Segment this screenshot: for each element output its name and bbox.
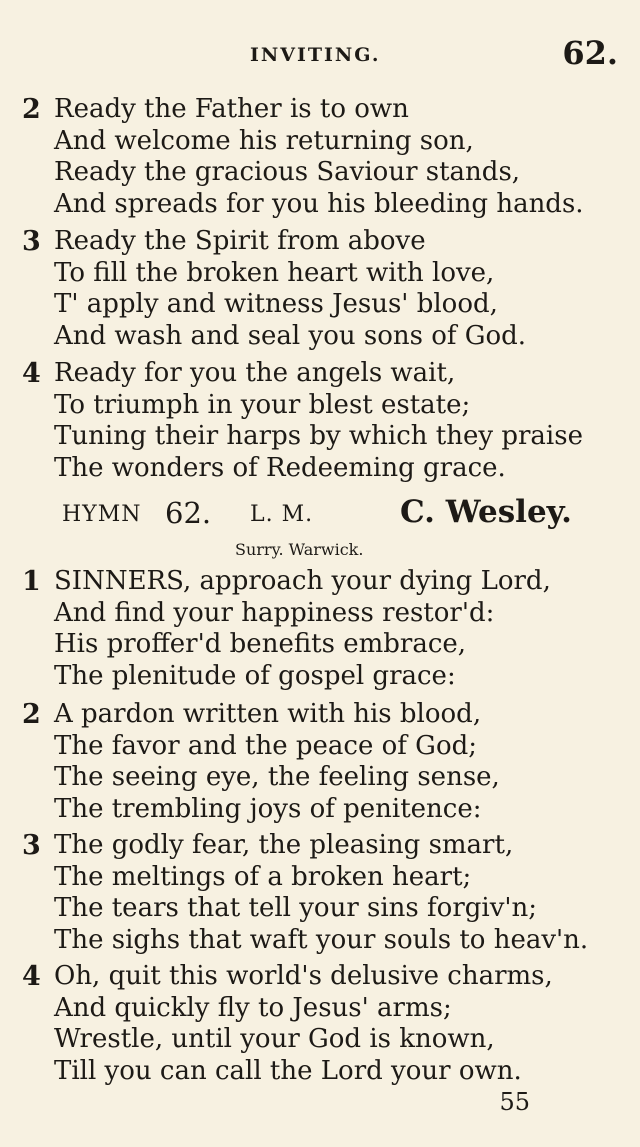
verse-line: To fill the broken heart with love, (54, 257, 495, 288)
stanza-2 (22, 699, 622, 825)
tune-names: Surry. Warwick. (235, 540, 364, 559)
verse-line: Ready the Father is to own (54, 94, 409, 124)
stanza-4 (22, 961, 622, 1087)
stanza-number: 4 (22, 961, 41, 992)
verse-line: The favor and the peace of God; (54, 730, 478, 761)
verse-line: The plenitude of gospel grace: (54, 660, 456, 691)
verse-line: Oh, quit this world's delusive charms, (54, 961, 553, 991)
stanza-number: 1 (22, 566, 41, 597)
verse-line: Till you can call the Lord your own. (54, 1055, 522, 1086)
stanza-number: 3 (22, 830, 41, 861)
verse-line: The sighs that waft your souls to heav'n. (54, 924, 589, 955)
verse-line: And spreads for you his bleeding hands. (54, 188, 584, 219)
verse-line: And find your happiness restor'd: (54, 597, 495, 628)
stanza-3 (22, 830, 622, 956)
verse-line: And wash and seal you sons of God. (54, 320, 527, 351)
stanza-4-top (22, 358, 622, 484)
hymn-meter: L. M. (250, 502, 314, 527)
hymn-author: C. Wesley. (400, 494, 572, 530)
verse-line: A pardon written with his blood, (54, 699, 482, 729)
hymn-heading (0, 494, 640, 538)
running-header (0, 34, 640, 78)
stanza-number: 3 (22, 226, 41, 257)
verse-line: Ready the gracious Saviour stands, (54, 157, 521, 187)
verse-line: The godly fear, the pleasing smart, (54, 830, 514, 860)
page-number: 55 (499, 1088, 530, 1116)
verse-line: His proffer'd benefits embrace, (54, 629, 467, 659)
verse-line: The meltings of a broken heart; (54, 861, 472, 892)
verse-line: To triumph in your blest estate; (54, 389, 471, 420)
verse-line: Ready the Spirit from above (54, 226, 426, 256)
hymn-label: HYMN (62, 502, 142, 527)
stanza-number: 2 (22, 94, 41, 125)
stanza-1 (22, 566, 622, 692)
verse-line: SINNERS, approach your dying Lord, (54, 566, 551, 596)
hymn-number: 62. (165, 496, 212, 530)
verse-line: Ready for you the angels wait, (54, 358, 456, 388)
verse-line: The seeing eye, the feeling sense, (54, 762, 500, 792)
stanza-2-top (22, 94, 622, 220)
verse-line: Wrestle, until your God is known, (54, 1024, 495, 1054)
stanza-number: 2 (22, 699, 41, 730)
stanza-3-top (22, 226, 622, 352)
hymn-page-number: 62. (562, 34, 618, 72)
verse-line: And quickly fly to Jesus' arms; (54, 992, 452, 1023)
verse-line: Tuning their harps by which they praise (54, 421, 583, 451)
verse-line: The trembling joys of penitence: (54, 793, 482, 824)
verse-line: T' apply and witness Jesus' blood, (54, 289, 498, 319)
verse-line: The wonders of Redeeming grace. (54, 452, 506, 483)
verse-line: And welcome his returning son, (54, 125, 474, 156)
stanza-number: 4 (22, 358, 41, 389)
running-title: INVITING. (250, 44, 381, 66)
verse-line: The tears that tell your sins forgiv'n; (54, 893, 538, 923)
